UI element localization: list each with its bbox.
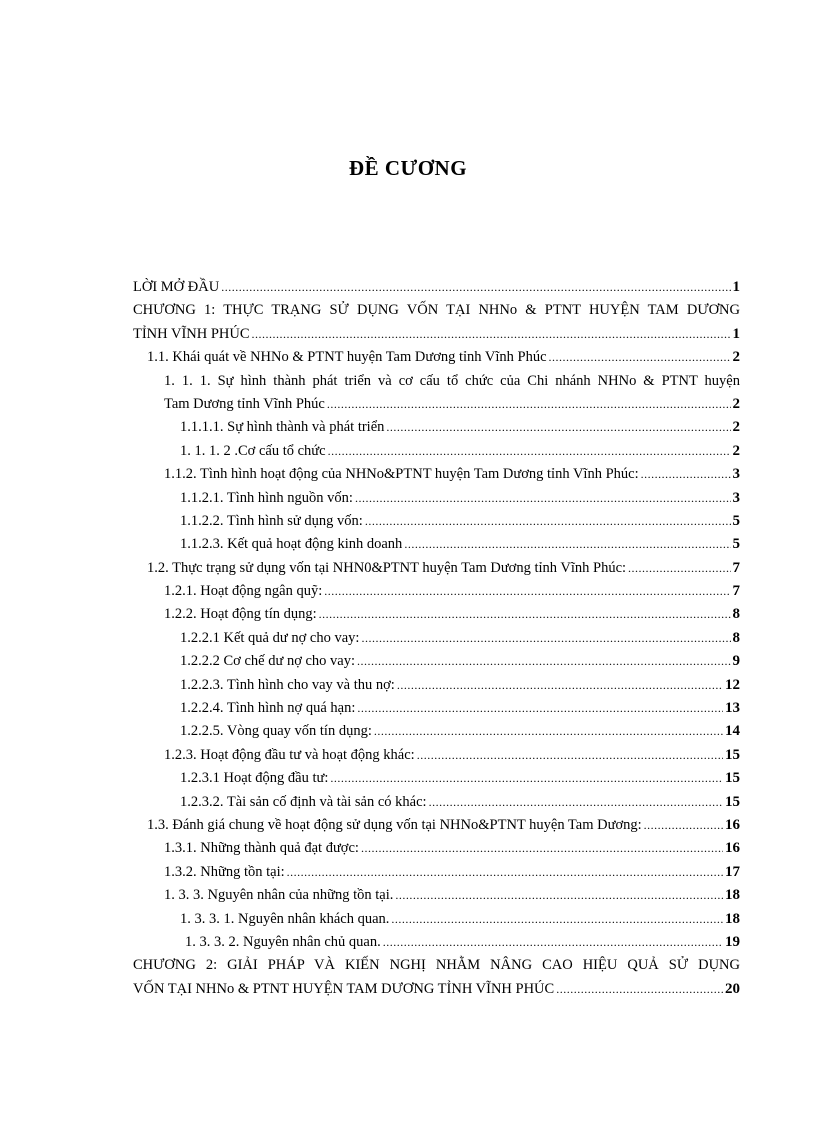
toc-page-number: 2: [732, 395, 740, 412]
dot-leader: [365, 510, 731, 533]
dot-leader: [391, 908, 723, 931]
dot-leader: [628, 557, 730, 580]
toc-entry[interactable]: [133, 603, 740, 626]
toc-entry[interactable]: [133, 346, 740, 369]
toc-page-number: 19: [725, 933, 740, 950]
dot-leader: [319, 603, 731, 626]
toc-entry[interactable]: [133, 954, 740, 1001]
toc-entry[interactable]: [133, 370, 740, 417]
toc-page-number: 16: [725, 840, 740, 857]
toc-page-number: 8: [732, 629, 740, 646]
dot-leader: [252, 323, 731, 346]
toc-entry-title: 1.2. Thực trạng sử dụng vốn tại NHN0&PTNT huyện Tam Dương tỉnh Vĩnh Phúc:: [147, 559, 627, 576]
toc-entry-title: 1.2.3.2. Tài sản cố định và tài sản có khác:: [180, 793, 427, 810]
dot-leader: [383, 931, 723, 954]
toc-entry[interactable]: [133, 487, 740, 510]
toc-page-number: 5: [732, 536, 740, 553]
toc-entry-title: 1.2.3. Hoạt động đầu tư và hoạt động khác:: [164, 746, 415, 763]
dot-leader: [221, 276, 730, 299]
dot-leader: [404, 533, 730, 556]
toc-page-number: 13: [725, 700, 740, 717]
toc-entry[interactable]: [133, 767, 740, 790]
toc-entry[interactable]: [133, 416, 740, 439]
dot-leader: [374, 720, 723, 743]
toc-entry-title: 1.2.2.5. Vòng quay vốn tín dụng:: [180, 723, 372, 740]
toc-entry[interactable]: [133, 463, 740, 486]
toc-page-number: 12: [725, 676, 740, 693]
toc-entry[interactable]: [133, 533, 740, 556]
toc-entry-title: 1.2.2.1 Kết quả dư nợ cho vay:: [180, 629, 360, 646]
toc-page-number: 5: [732, 512, 740, 529]
toc-entry-title: 1.2.2.4. Tình hình nợ quá hạn:: [180, 700, 356, 717]
dot-leader: [355, 487, 731, 510]
toc-entry[interactable]: [133, 580, 740, 603]
toc-page-number: 2: [732, 442, 740, 459]
toc-entry-title: 1.2.2.3. Tình hình cho vay và thu nợ:: [180, 676, 395, 693]
toc-entry[interactable]: [133, 861, 740, 884]
toc-entry[interactable]: [133, 697, 740, 720]
toc-page-number: 17: [725, 863, 740, 880]
toc-entry[interactable]: [133, 510, 740, 533]
toc-page-number: 3: [732, 489, 740, 506]
dot-leader: [287, 861, 723, 884]
toc-entry-title: 1.3. Đánh giá chung về hoạt động sử dụng vốn tại NHNo&PTNT huyện Tam Dương:: [147, 816, 642, 833]
toc-entry[interactable]: [133, 814, 740, 837]
toc-entry[interactable]: [133, 627, 740, 650]
toc-entry-title: 1.2.2.2 Cơ chế dư nợ cho vay:: [180, 653, 356, 670]
toc-entry-title: 1.1. Khái quát về NHNo & PTNT huyện Tam Dương tỉnh Vĩnh Phúc: [147, 349, 547, 366]
toc-page-number: 18: [725, 910, 740, 927]
toc-page-number: 15: [725, 770, 740, 787]
dot-leader: [357, 697, 723, 720]
toc-entry[interactable]: [133, 931, 740, 954]
table-of-contents: [133, 276, 740, 1001]
dot-leader: [324, 580, 730, 603]
toc-page-number: 20: [725, 980, 740, 997]
toc-entry[interactable]: [133, 744, 740, 767]
toc-page-number: 14: [725, 723, 740, 740]
toc-entry-title: LỜI MỞ ĐẦU: [133, 279, 220, 295]
dot-leader: [328, 440, 731, 463]
toc-entry[interactable]: [133, 908, 740, 931]
toc-entry[interactable]: [133, 837, 740, 860]
toc-page-number: 1: [732, 279, 740, 295]
dot-leader: [395, 884, 723, 907]
toc-entry[interactable]: [133, 720, 740, 743]
toc-entry[interactable]: [133, 440, 740, 463]
toc-page-number: 15: [725, 746, 740, 763]
toc-entry-title: 1.1.2.3. Kết quả hoạt động kinh doanh: [180, 536, 403, 553]
toc-entry-title: 1.1.1.1. Sự hình thành và phát triển: [180, 419, 385, 436]
toc-page-number: 8: [732, 606, 740, 623]
toc-page-number: 3: [732, 466, 740, 483]
page-title: ĐỀ CƯƠNG: [348, 156, 468, 180]
dot-leader: [644, 814, 723, 837]
toc-entry-title-line1: 1. 1. 1. Sự hình thành phát triển và cơ cấu tổ chức của Chi nhánh NHNo & PTNT huyện: [164, 372, 740, 389]
dot-leader: [361, 627, 730, 650]
toc-entry-title: 1.1.2.1. Tình hình nguồn vốn:: [180, 489, 353, 506]
toc-entry-title: 1. 3. 3. 1. Nguyên nhân khách quan.: [180, 910, 390, 927]
toc-page-number: 9: [732, 653, 740, 670]
toc-entry[interactable]: [133, 276, 740, 299]
dot-leader: [386, 416, 730, 439]
dot-leader: [417, 744, 723, 767]
toc-entry-title: TỈNH VĨNH PHÚC: [133, 325, 250, 342]
toc-entry-title: 1.2.2. Hoạt động tín dụng:: [164, 606, 317, 623]
dot-leader: [330, 767, 723, 790]
toc-entry[interactable]: [133, 791, 740, 814]
toc-entry[interactable]: [133, 299, 740, 346]
toc-entry-title: 1.1.2. Tình hình hoạt động của NHNo&PTNT huyện Tam Dương tỉnh Vĩnh Phúc:: [164, 466, 639, 483]
toc-page-number: 7: [732, 583, 740, 600]
toc-entry-title: 1.3.1. Những thành quả đạt được:: [164, 840, 359, 857]
dot-leader: [556, 978, 723, 1001]
toc-entry-title: VỐN TẠI NHNo & PTNT HUYỆN TAM DƯƠNG TỈNH VĨNH PHÚC: [133, 980, 555, 997]
toc-entry-title: 1.3.2. Những tồn tại:: [164, 863, 285, 880]
dot-leader: [429, 791, 723, 814]
toc-entry[interactable]: [133, 674, 740, 697]
toc-page-number: 1: [732, 325, 740, 342]
toc-entry[interactable]: [133, 557, 740, 580]
toc-page-number: 7: [732, 559, 740, 576]
toc-page-number: 16: [725, 816, 740, 833]
dot-leader: [357, 650, 730, 673]
dot-leader: [549, 346, 731, 369]
toc-page-number: 15: [725, 793, 740, 810]
dot-leader: [361, 837, 723, 860]
toc-entry-title: 1.1.2.2. Tình hình sử dụng vốn:: [180, 512, 363, 529]
toc-entry-title: 1.2.1. Hoạt động ngân quỹ:: [164, 583, 323, 600]
toc-entry-title: 1.2.3.1 Hoạt động đầu tư:: [180, 770, 329, 787]
toc-entry-title: Tam Dương tỉnh Vĩnh Phúc: [164, 395, 325, 412]
toc-entry-title: 1. 1. 1. 2 .Cơ cấu tổ chức: [180, 442, 326, 459]
toc-page-number: 2: [732, 349, 740, 366]
toc-entry-title: 1. 3. 3. Nguyên nhân của những tồn tại.: [164, 887, 394, 904]
toc-page-number: 2: [732, 419, 740, 436]
toc-entry-title-line1: CHƯƠNG 1: THỰC TRẠNG SỬ DỤNG VỐN TẠI NHNo & PTNT HUYỆN TAM DƯƠNG: [133, 302, 740, 319]
toc-entry-title: 1. 3. 3. 2. Nguyên nhân chủ quan.: [185, 933, 381, 950]
dot-leader: [641, 463, 731, 486]
toc-entry[interactable]: [133, 884, 740, 907]
toc-entry-title-line1: CHƯƠNG 2: GIẢI PHÁP VÀ KIẾN NGHỊ NHẰM NÂNG CAO HIỆU QUẢ SỬ DỤNG: [133, 957, 740, 974]
toc-page-number: 18: [725, 887, 740, 904]
toc-entry[interactable]: [133, 650, 740, 673]
dot-leader: [397, 674, 723, 697]
dot-leader: [327, 393, 731, 416]
